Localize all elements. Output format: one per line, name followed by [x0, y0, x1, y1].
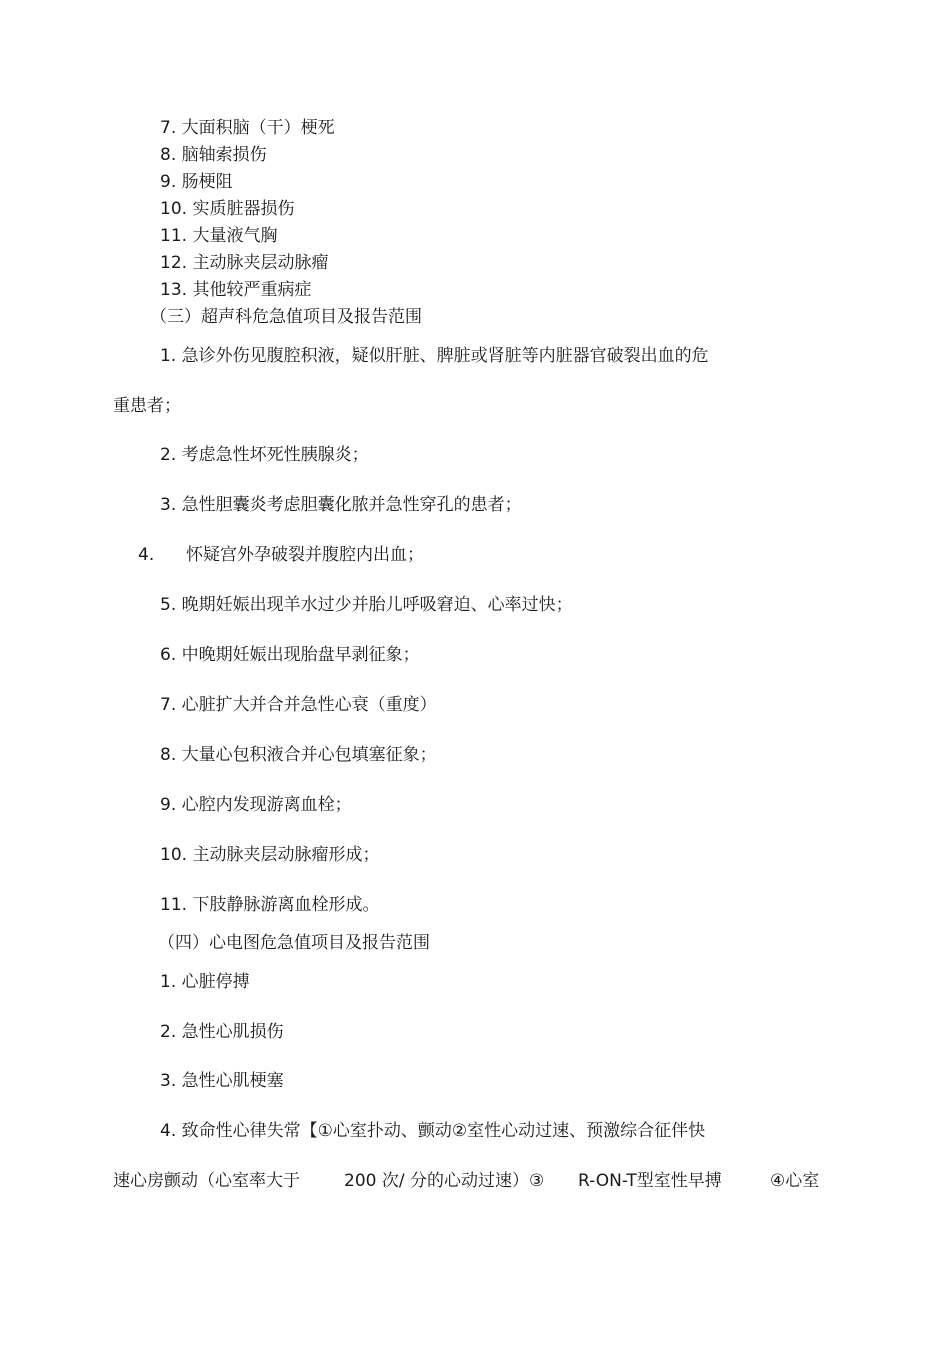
list-item: 10. 主动脉夹层动脉瘤形成； [160, 845, 380, 865]
list-item: 6. 中晚期妊娠出现胎盘早剥征象； [160, 645, 420, 665]
list-item-continuation: 200 次/ 分的心动过速）③ [344, 1171, 545, 1191]
section-heading: （四）心电图危急值项目及报告范围 [158, 933, 430, 953]
list-item: 7. 大面积脑（干）梗死 [160, 118, 335, 138]
list-item: 4. 致命性心律失常【①心室扑动、颤动②室性心动过速、预激综合征伴快 [160, 1121, 706, 1141]
section-heading: （三）超声科危急值项目及报告范围 [150, 307, 422, 327]
list-item: 7. 心脏扩大并合并急性心衰（重度） [160, 695, 437, 715]
list-item: 9. 心腔内发现游离血栓； [160, 795, 352, 815]
list-item-continuation: 速心房颤动（心室率大于 [113, 1171, 300, 1191]
list-item: 11. 大量液气胸 [160, 226, 278, 246]
list-item: 13. 其他较严重病症 [160, 280, 312, 300]
list-item: 3. 急性胆囊炎考虑胆囊化脓并急性穿孔的患者； [160, 495, 522, 515]
list-item-number: 4. [138, 545, 155, 565]
list-item-continuation: R-ON-T型室性早搏 [578, 1171, 722, 1191]
list-item: 12. 主动脉夹层动脉瘤 [160, 253, 329, 273]
list-item: 11. 下肢静脉游离血栓形成。 [160, 895, 380, 915]
list-item: 5. 晚期妊娠出现羊水过少并胎儿呼吸窘迫、心率过快； [160, 595, 573, 615]
list-item: 1. 心脏停搏 [160, 972, 250, 992]
list-item: 8. 脑轴索损伤 [160, 145, 267, 165]
list-item-continuation: 重患者； [113, 396, 181, 416]
list-item-continuation: ④心室 [770, 1171, 820, 1191]
list-item: 怀疑宫外孕破裂并腹腔内出血； [186, 545, 424, 565]
list-item: 3. 急性心肌梗塞 [160, 1071, 284, 1091]
list-item: 8. 大量心包积液合并心包填塞征象； [160, 745, 437, 765]
list-item: 9. 肠梗阻 [160, 172, 233, 192]
list-item: 2. 考虑急性坏死性胰腺炎； [160, 445, 369, 465]
list-item: 10. 实质脏器损伤 [160, 199, 295, 219]
list-item: 1. 急诊外伤见腹腔积液，疑似肝脏、脾脏或肾脏等内脏器官破裂出血的危 [160, 346, 709, 366]
list-item: 2. 急性心肌损伤 [160, 1022, 284, 1042]
